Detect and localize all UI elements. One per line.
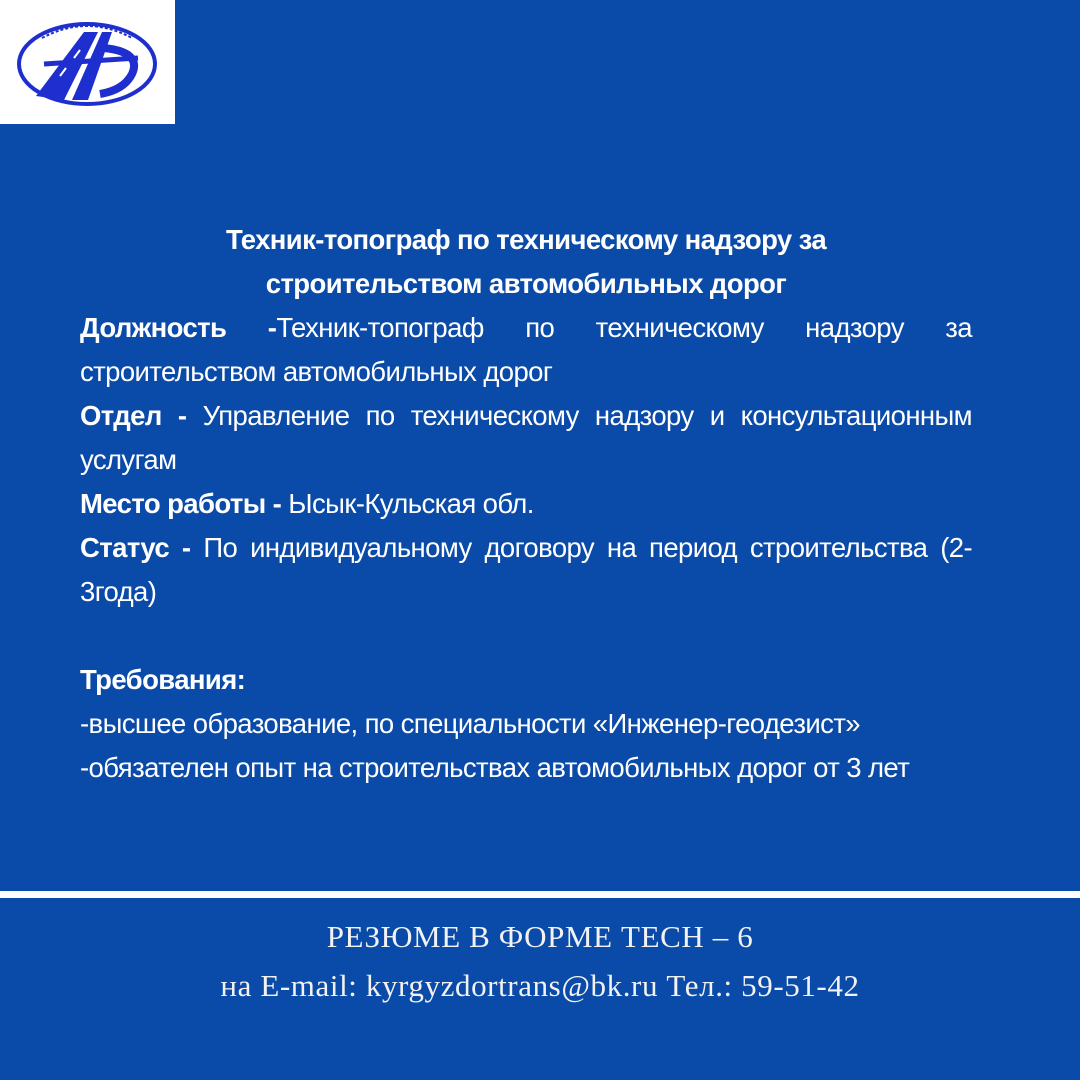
requirements-title: Требования: bbox=[80, 664, 246, 695]
position-value: Техник-топограф по техническому надзору за строительством автомобильных дорог bbox=[80, 312, 972, 387]
footer-contact-line: на E-mail: kyrgyzdortrans@bk.ru Тел.: 59-51-42 bbox=[220, 968, 860, 1003]
status-value: По индивидуальному договору на период строительства (2-3года) bbox=[80, 532, 972, 607]
logo-container bbox=[0, 0, 175, 124]
footer-divider bbox=[0, 891, 1080, 898]
position-row bbox=[80, 306, 972, 394]
status-row bbox=[80, 526, 972, 614]
location-value: Ысык-Кульская обл. bbox=[288, 488, 534, 519]
department-row bbox=[80, 394, 972, 482]
vacancy-card bbox=[80, 218, 972, 790]
status-label: Статус - bbox=[80, 532, 191, 563]
location-row bbox=[80, 482, 972, 526]
location-label: Место работы - bbox=[80, 488, 282, 519]
requirement-item: -обязателен опыт на строительствах автомобильных дорог от 3 лет bbox=[80, 752, 910, 783]
footer bbox=[0, 912, 1080, 1010]
requirement-item: -высшее образование, по специальности «Инженер-геодезист» bbox=[80, 708, 861, 739]
spacer bbox=[80, 614, 972, 658]
position-label: Должность - bbox=[80, 312, 277, 343]
department-value: Управление по техническому надзору и консультационным услугам bbox=[80, 400, 972, 475]
footer-resume-line: РЕЗЮМЕ В ФОРМЕ TECH – 6 bbox=[326, 919, 754, 954]
department-label: Отдел - bbox=[80, 400, 187, 431]
vacancy-title: Техник-топограф по техническому надзору за строительством автомобильных дорог bbox=[225, 224, 827, 299]
road-logo-icon bbox=[14, 18, 160, 110]
